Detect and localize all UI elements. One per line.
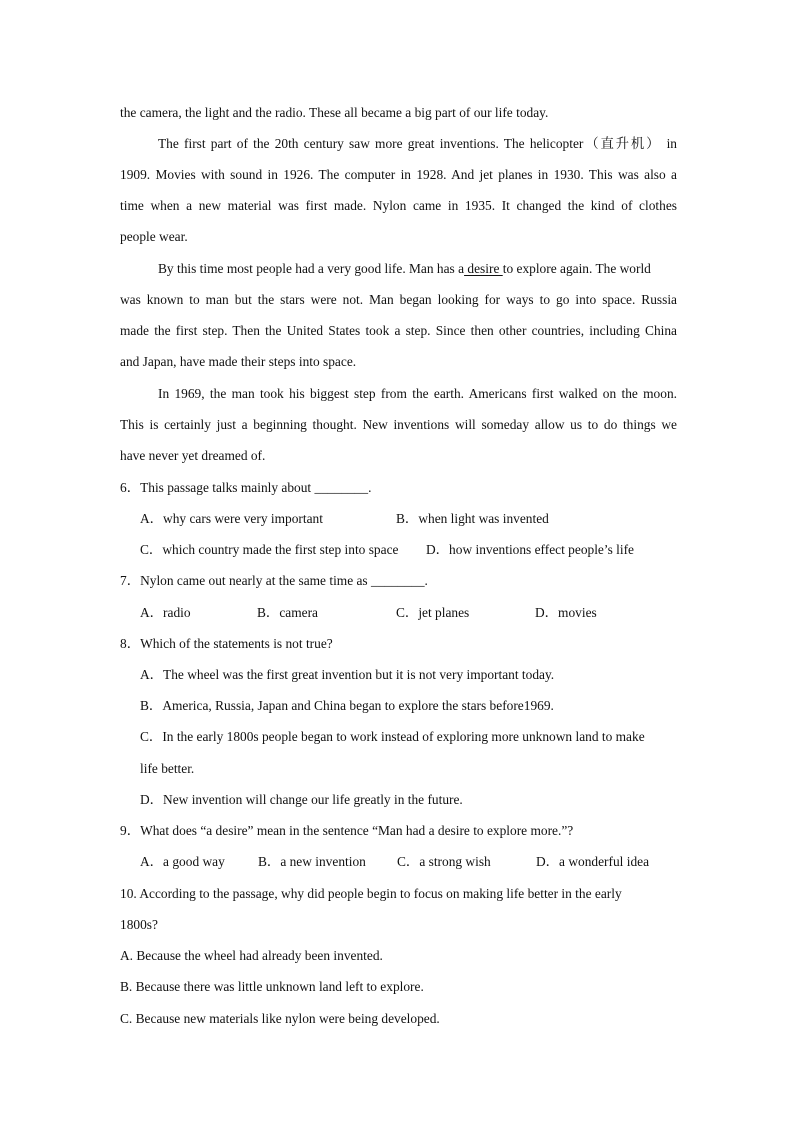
question-10-option-c: C. Because new materials like nylon were being developed. (120, 1011, 440, 1026)
passage-line: 1909. Movies with sound in 1926. The computer in 1928. And jet planes in 1930. This was also a (120, 167, 677, 182)
question-7-stem: 7．Nylon came out nearly at the same time as ________. (120, 573, 428, 588)
passage-line: This is certainly just a beginning thought. New inventions will someday allow us to do things we (120, 417, 677, 432)
question-6-option-c: C．which country made the first step into space (140, 542, 399, 557)
question-7-option-a: A．radio (140, 605, 191, 620)
question-6-option-a: A．why cars were very important (140, 511, 323, 526)
underlined-word-desire: desire (464, 261, 503, 276)
question-9-stem: 9．What does “a desire” mean in the sentence “Man had a desire to explore more.”? (120, 823, 574, 838)
passage-line: people wear. (120, 229, 188, 244)
question-9-option-d: D．a wonderful idea (536, 854, 650, 869)
question-8-stem: 8．Which of the statements is not true? (120, 636, 333, 651)
question-10-option-a: A. Because the wheel had already been invented. (120, 948, 383, 963)
passage-line: have never yet dreamed of. (120, 448, 266, 463)
question-9-options-row (140, 854, 649, 870)
question-6-stem: 6．This passage talks mainly about ________. (120, 480, 372, 495)
question-6-options-row (140, 511, 549, 527)
question-6-option-d: D．how inventions effect people’s life (426, 542, 634, 557)
question-8-option-c-continued: life better. (140, 761, 195, 776)
question-8-option-d: D．New invention will change our life greatly in the future. (140, 792, 463, 807)
question-6-option-b: B．when light was invented (396, 511, 549, 526)
question-10-stem-continued: 1800s? (120, 917, 158, 932)
passage-line (158, 261, 677, 277)
question-7-option-d: D．movies (535, 605, 597, 620)
question-7-option-b: B．camera (257, 605, 318, 620)
question-10-stem: 10. According to the passage, why did people begin to focus on making life better in the early (120, 886, 622, 901)
question-9-option-c: C．a strong wish (397, 854, 491, 869)
question-8-option-a: A．The wheel was the first great invention but it is not very important today. (140, 667, 555, 682)
passage-line: The first part of the 20th century saw more great inventions. The helicopter（直升机） in (158, 136, 677, 151)
question-8-option-c: C．In the early 1800s people began to work instead of exploring more unknown land to make (140, 729, 645, 744)
passage-line: was known to man but the stars were not. Man began looking for ways to go into space. Russia (120, 292, 677, 307)
passage-line: and Japan, have made their steps into space. (120, 354, 357, 369)
passage-text: to explore again. The world (502, 261, 651, 276)
question-10-option-b: B. Because there was little unknown land left to explore. (120, 979, 424, 994)
question-6-options-row (140, 542, 634, 558)
passage-line: time when a new material was first made. Nylon came in 1935. It changed the kind of clothes (120, 198, 677, 213)
passage-line: In 1969, the man took his biggest step from the earth. Americans first walked on the moon. (158, 386, 677, 401)
question-9-option-b: B．a new invention (258, 854, 366, 869)
question-7-options-row (140, 605, 597, 621)
passage-text: By this time most people had a very good life. Man has a (158, 261, 465, 276)
passage-line: the camera, the light and the radio. These all became a big part of our life today. (120, 105, 549, 120)
passage-line: made the first step. Then the United States took a step. Since then other countries, including China (120, 323, 677, 338)
question-7-option-c: C．jet planes (396, 605, 470, 620)
question-8-option-b: B．America, Russia, Japan and China began to explore the stars before1969. (140, 698, 554, 713)
question-9-option-a: A．a good way (140, 854, 225, 869)
